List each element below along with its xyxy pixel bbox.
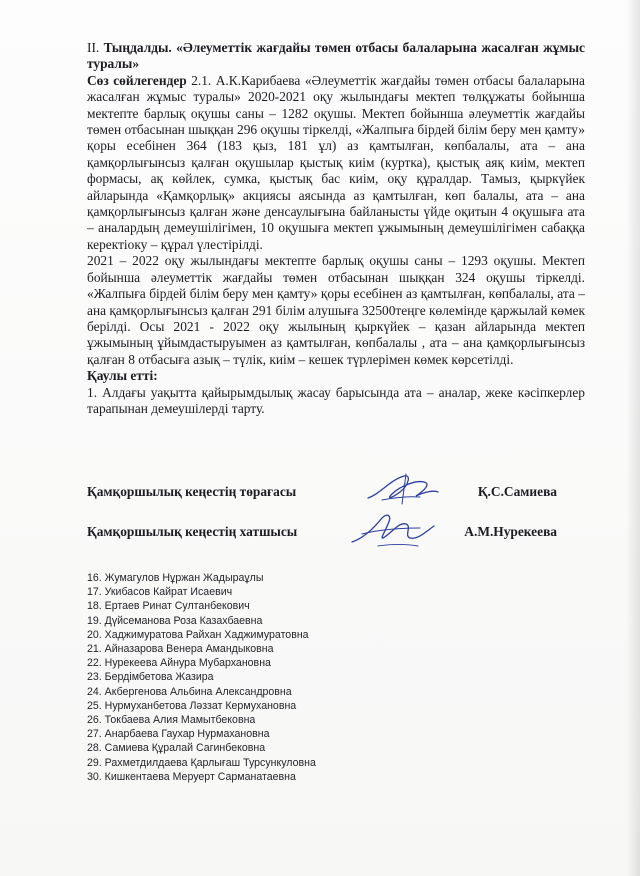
member-item: 30. Кишкентаева Меруерт Сарманатаевна <box>87 770 296 783</box>
member-item: 29. Рахметдилдаева Қарлығаш Турсункуловна <box>87 756 316 769</box>
member-item: 20. Хаджимуратова Райхан Хаджимуратовна <box>87 628 309 641</box>
decision-item: 1. Алдағы уақытта қайырымдылық жасау барысында ата – аналар, жеке кәсіпкерлер тарапынан демеушілерді тарту. <box>87 384 585 416</box>
secretary-signature-row <box>87 524 557 544</box>
secretary-role: Қамқоршылық кеңестің хатшысы <box>87 524 298 539</box>
member-item: 17. Укибасов Кайрат Исаевич <box>87 586 233 599</box>
speakers-paragraph <box>87 73 585 253</box>
chair-signature-row <box>87 484 557 504</box>
secretary-signature-icon <box>348 508 438 554</box>
member-item: 23. Бердімбетова Жазира <box>87 671 214 684</box>
paragraph-2021-2022: 2021 – 2022 оқу жылындағы мектепте барлық оқушы саны – 1293 оқушы. Мектеп бойынша әлеуметтік жағдайы төмен отбасынан шыққан 324 оқушы тіркелді. «Жалпыға бірдей білім беру мен қамту» қоры есебінен аз қамтылған, көпбалалы, ата – ана қамқорлығынсыз қалған 291 білім алушыға 32500теңге көлемінде қаржылай көмек берілді. Осы 2021 - 2022 оқу жылының қыркүйек – қазан айларында мектеп ұжымының ұйымдастыруымен аз қамтылған, көпбалалы , ата – ана қамқорлығынсыз қалған 8 отбасыға азық – түлік, киім – кешек түрлерімен көмек көрсетілді. <box>87 253 585 367</box>
member-item: 21. Айназарова Венера Амандыковна <box>87 643 274 656</box>
section-roman: II. <box>87 40 100 55</box>
member-item: 25. Нурмуханбетова Ләззат Кермухановна <box>87 699 297 712</box>
secretary-name: А.М.Нурекеева <box>464 524 557 539</box>
section-heading <box>87 40 585 73</box>
member-item: 16. Жумагулов Нұржан Жадыраұлы <box>87 572 264 584</box>
members-list <box>87 571 387 784</box>
member-item: 24. Акбергенова Альбина Александровна <box>87 685 292 698</box>
speakers-label: Сөз сөйлегендер <box>87 72 187 88</box>
member-item: 18. Ертаев Ринат Султанбекович <box>87 600 250 613</box>
paragraph-2020-2021: 2.1. А.К.Карибаева «Әлеуметтік жағдайы төмен отбасы балаларына жасалған жұмыс туралы» 2020-2021 оқу жылындағы мектеп төлқұжаты бойынша мектепте барлық оқушы саны – 1282 оқушы. Мектеп бойынша әлеуметтік жағдайы төмен отбасынан шыққан 296 оқушы тіркелді, «Жалпыға бірдей білім беру мен қамту» қоры есебінен 364 (183 қыз, 181 ұл) аз қамтылған, көпбалалы, ата – ана қамқорлығынсыз қалған оқушылар қыстық киім (куртка), қыстық аяқ киім, мектеп формасы, ақ көйлек, сумка, қыстық бас киім, оқу құралдар. Тамыз, қыркүйек айларында «Қамқорлық» акциясы аясында аз қамтылған, көп балалы, ата – ана қамқорлығынсыз қалған және денсаулығына байланысты үйде оқитын 4 оқушыға ата – аналардың демеушілігімен, 10 оқушыға мектеп ұжымының демеушілігімен сабаққа керектіоку – құрал үлестірілді. <box>87 72 585 252</box>
chair-signature-icon <box>362 470 442 510</box>
member-item: 27. Анарбаева Гаухар Нурмахановна <box>87 728 270 741</box>
member-item: 28. Самиева Құралай Сагинбековна <box>87 742 266 755</box>
member-item: 26. Токбаева Алия Мамытбековна <box>87 714 256 727</box>
member-item: 19. Дүйсеманова Роза Казахбаевна <box>87 614 263 627</box>
decision-label: Қаулы етті: <box>87 368 158 384</box>
member-item: 22. Нурекеева Айнура Мубархановна <box>87 657 271 670</box>
chair-name: Қ.С.Самиева <box>477 484 557 499</box>
page-edge-shadow <box>626 0 640 876</box>
section-title: Тыңдалды. «Әлеуметтік жағдайы төмен отбасы балаларына жасалған жұмыс туралы» <box>87 40 585 72</box>
minutes-body <box>87 40 585 417</box>
chair-role: Қамқоршылық кеңестің төрағасы <box>87 484 297 499</box>
